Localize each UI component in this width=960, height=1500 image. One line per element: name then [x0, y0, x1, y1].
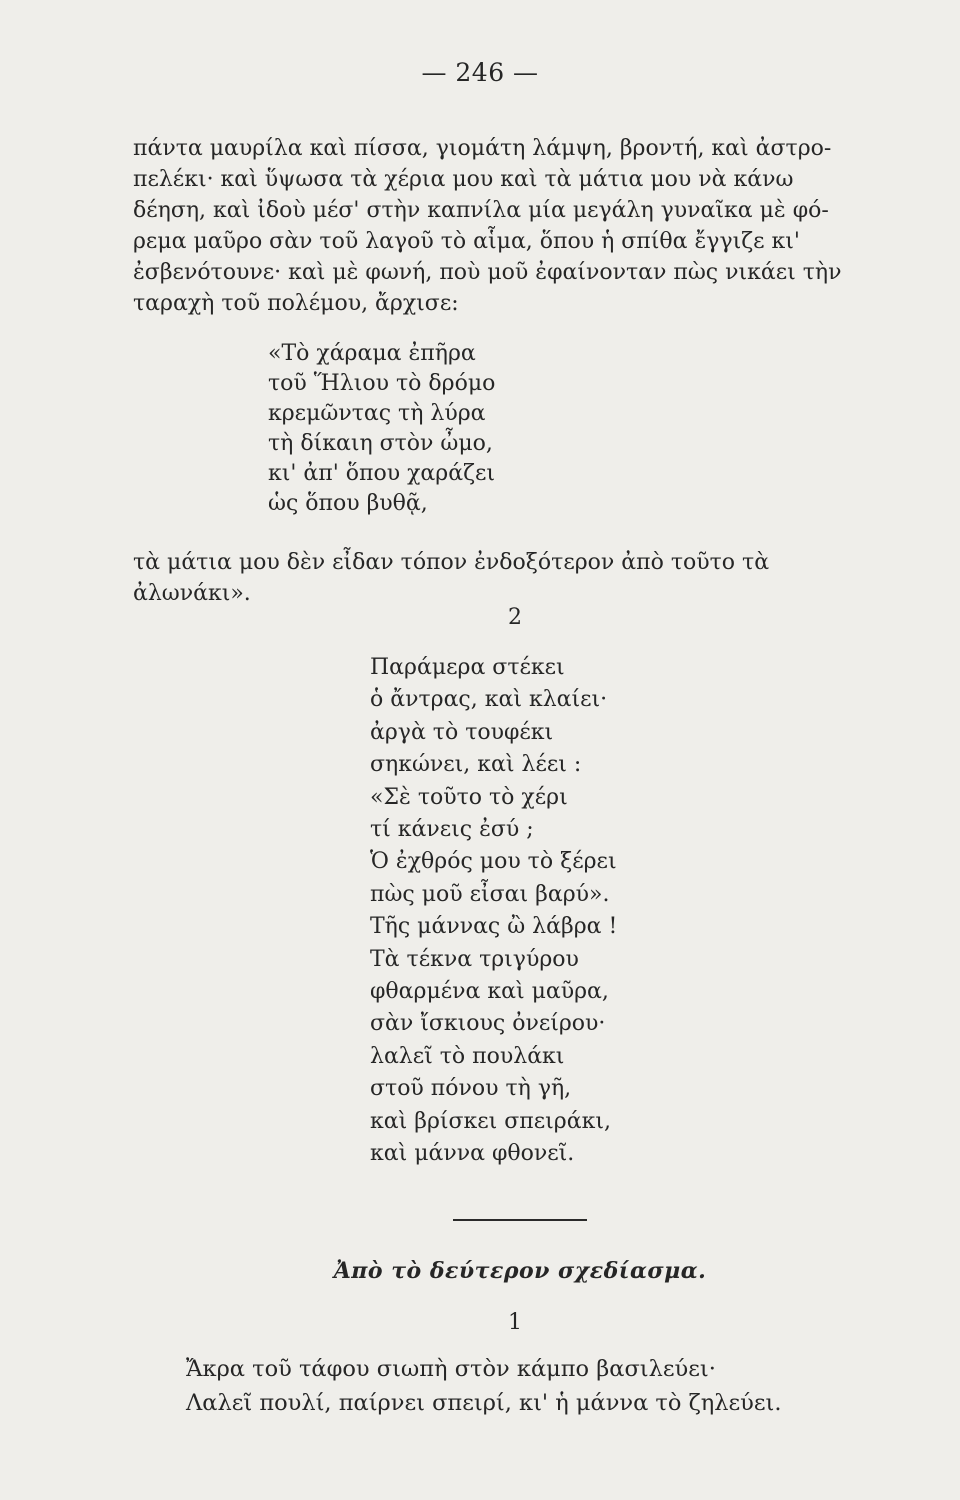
verse-line: φθαρμένα καὶ μαῦρα, [370, 979, 609, 1005]
verse-line: ὁ ἄντρας, καὶ κλαίει· [370, 687, 608, 713]
text-line: πελέκι· καὶ ὕψωσα τὰ χέρια μου καὶ τὰ μάτια μου νὰ κάνω [133, 167, 794, 192]
section-number: 2 [508, 605, 522, 630]
verse-line: καὶ μάννα φθονεῖ. [370, 1141, 575, 1167]
verse-line: Λαλεῖ πουλί, παίρνει σπειρί, κι' ἡ μάννα τὸ ζηλεύει. [186, 1390, 782, 1416]
verse-stanza-1 [268, 339, 495, 519]
verse-line: Τῆς μάννας ὢ λάβρα ! [370, 914, 618, 940]
text-line: ἐσβενότουνε· καὶ μὲ φωνή, ποὺ μοῦ ἐφαίνονταν πὼς νικάει τὴν [133, 260, 842, 285]
text-line: τὰ μάτια μου δὲν εἶδαν τόπον ἐνδοξότερον ἀπὸ τοῦτο τὰ [133, 550, 770, 575]
verse-line: τὴ δίκαιη στὸν ὦμο, [268, 431, 493, 456]
verse-line: «Σὲ τοῦτο τὸ χέρι [370, 784, 568, 810]
verse-line: κι' ἀπ' ὅπου χαράζει [268, 461, 496, 486]
prose-paragraph-1 [133, 133, 903, 319]
text-line: πάντα μαυρίλα καὶ πίσσα, γιομάτη λάμψη, βροντή, καὶ ἀστρο- [133, 136, 832, 161]
verse-line: ἀργὰ τὸ τουφέκι [370, 719, 554, 745]
verse-line: τί κάνεις ἐσύ ; [370, 817, 534, 843]
page-number: — 246 — [421, 58, 539, 87]
text-line: ρεμα μαῦρο σὰν τοῦ λαγοῦ τὸ αἷμα, ὅπου ἡ σπίθα ἔγγιζε κι' [133, 229, 800, 254]
verse-line: Παράμερα στέκει [370, 655, 565, 680]
verse-line: πὼς μοῦ εἶσαι βαρύ». [370, 881, 610, 907]
verse-line: Ἄκρα τοῦ τάφου σιωπὴ στὸν κάμπο βασιλεύει· [186, 1356, 716, 1382]
verse-line: «Τὸ χάραμα ἐπῆρα [268, 341, 476, 366]
section-divider [453, 1219, 587, 1221]
section-number: 1 [508, 1310, 522, 1335]
verse-line: σὰν ἴσκιους ὀνείρου· [370, 1011, 606, 1037]
verse-stanza-2 [370, 652, 617, 1171]
verse-line: Τὰ τέκνα τριγύρου [370, 946, 579, 972]
verse-line: κρεμῶντας τὴ λύρα [268, 401, 486, 426]
verse-stanza-3 [186, 1352, 781, 1420]
verse-line: σηκώνει, καὶ λέει : [370, 752, 582, 778]
text-line: δέηση, καὶ ἰδοὺ μέσ' στὴν καπνίλα μία μεγάλη γυναῖκα μὲ φό- [133, 198, 829, 223]
text-line: ἀλωνάκι». [133, 581, 251, 606]
section-heading: Ἀπὸ τὸ δεύτερον σχεδίασμα. [333, 1258, 707, 1284]
verse-line: καὶ βρίσκει σπειράκι, [370, 1108, 611, 1134]
verse-line: τοῦ Ἥλιου τὸ δρόμο [268, 371, 496, 396]
prose-paragraph-2 [133, 547, 903, 609]
text-line: ταραχὴ τοῦ πολέμου, ἄρχισε: [133, 291, 459, 316]
verse-line: Ὁ ἐχθρός μου τὸ ξέρει [370, 849, 617, 875]
verse-line: στοῦ πόνου τὴ γῆ, [370, 1076, 572, 1102]
verse-line: ὡς ὅπου βυθᾷ, [268, 491, 428, 516]
verse-line: λαλεῖ τὸ πουλάκι [370, 1043, 565, 1069]
